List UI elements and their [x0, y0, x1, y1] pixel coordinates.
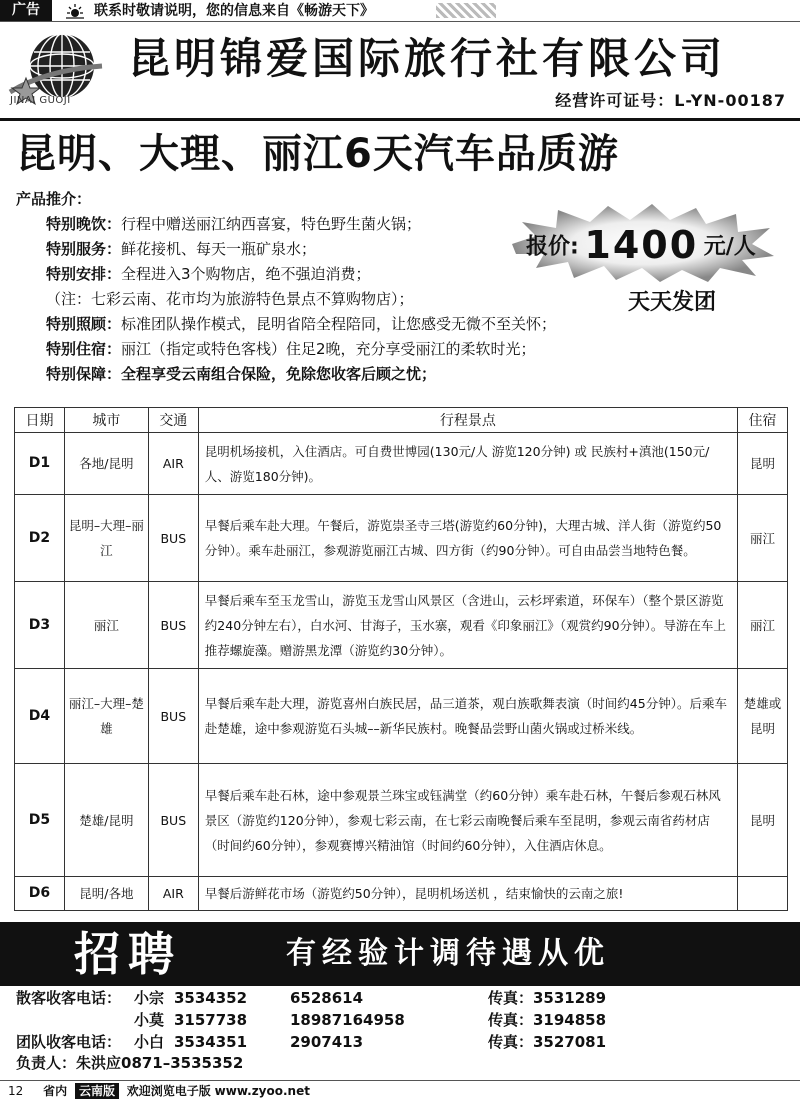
contact-fax: 传真：3527081 [488, 1033, 607, 1051]
feature-item: 特别住宿：丽江（指定或特色客栈）住足2晚，充分享受丽江的柔软时光； [46, 340, 536, 358]
ad-tag: 广告 [0, 0, 52, 21]
col-header: 交通 [148, 408, 198, 433]
itinerary-table [14, 407, 788, 911]
itinerary-cell: 昆明机场接机，入住酒店。可自费世博园(130元/人 游览120分钟) 或 民族村+滇池(150元/人、游览180分钟)。 [198, 433, 737, 495]
footer-text: 欢迎浏览电子版 [126, 1084, 211, 1098]
city-cell: 昆明–大理–丽江 [64, 495, 148, 582]
contact-phone-2: 18987164958 [290, 1011, 405, 1029]
sun-icon [64, 3, 86, 19]
ad-pattern [436, 3, 496, 18]
price-number: 1400 [584, 223, 699, 267]
price-label: 报价: [526, 234, 579, 260]
transport-cell: BUS [148, 669, 198, 764]
itinerary-cell: 早餐后游鲜花市场（游览约50分钟），昆明机场送机 ，结束愉快的云南之旅! [198, 877, 737, 911]
recruitment-banner [0, 922, 800, 986]
col-header: 行程景点 [198, 408, 737, 433]
tour-headline: 昆明、大理、丽江6天汽车品质游 [16, 131, 619, 177]
contact-fax: 传真：3531289 [488, 989, 607, 1007]
city-cell: 丽江–大理–楚雄 [64, 669, 148, 764]
header-divider [0, 118, 800, 121]
city-cell: 昆明/各地 [64, 877, 148, 911]
daily-departure: 天天发团 [628, 290, 717, 315]
stay-cell: 昆明 [738, 764, 788, 877]
stay-cell [738, 877, 788, 911]
footer-divider [0, 1080, 800, 1081]
edition-tag: 云南版 [75, 1083, 119, 1099]
itinerary-cell: 早餐后乘车赴石林，途中参观景兰珠宝或钰满堂（约60分钟）乘车赴石林，午餐后参观石林风景区（游览约120分钟），参观七彩云南，在七彩云南晚餐后乘车至昆明，参观云南省药材店（时间约60分钟），参观赛博兴精油馆（时间约60分钟），入住酒店休息。 [198, 764, 737, 877]
city-cell: 楚雄/昆明 [64, 764, 148, 877]
city-cell: 丽江 [64, 582, 148, 669]
team-label: 团队收客电话： [16, 1033, 122, 1051]
ad-note: 联系时敬请说明，您的信息来自《畅游天下》 [94, 3, 374, 19]
day-cell: D1 [15, 433, 65, 495]
contact-phone: 3534352 [174, 989, 248, 1007]
itinerary-cell: 早餐后乘车至玉龙雪山，游览玉龙雪山风景区（含进山，云杉坪索道，环保车）（整个景区游览约240分钟左右），白水河、甘海子，玉水寨，观看《印象丽江》（观赏约90分钟）。导游在车上推荐螺旋藻。赠游黑龙潭（游览约30分钟）。 [198, 582, 737, 669]
logo-text: JINAI GUOJI [10, 95, 71, 106]
table-row [15, 582, 788, 669]
day-cell: D5 [15, 764, 65, 877]
col-header: 日期 [15, 408, 65, 433]
retail-label: 散客收客电话： [16, 989, 122, 1007]
footer-url[interactable]: www.zyoo.net [214, 1084, 310, 1098]
feature-item: 特别照顾：标准团队操作模式，昆明省陪全程陪同，让您感受无微不至关怀； [46, 315, 557, 333]
itinerary-cell: 早餐后乘车赴大理。午餐后，游览崇圣寺三塔(游览约60分钟)，大理古城、洋人街（游览约50分钟）。乘车赴丽江，参观游览丽江古城、四方街（约90分钟）。可自由品尝当地特色餐。 [198, 495, 737, 582]
feature-item: 特别保障：全程享受云南组合保险，免除您收客后顾之忧； [46, 365, 437, 383]
contact-name: 小莫 [134, 1011, 165, 1029]
license-number: 经营许可证号：L-YN-00187 [555, 91, 786, 110]
table-row [15, 433, 788, 495]
day-cell: D2 [15, 495, 65, 582]
col-header: 住宿 [738, 408, 788, 433]
recruit-subtitle: 有经验计调待遇从优 [286, 936, 610, 971]
stay-cell: 丽江 [738, 495, 788, 582]
transport-cell: AIR [148, 877, 198, 911]
manager-contact: 负责人：朱洪应0871–3535352 [16, 1054, 244, 1072]
contact-phone: 3157738 [174, 1011, 248, 1029]
feature-title: 产品推介： [16, 190, 92, 208]
col-header: 城市 [64, 408, 148, 433]
contact-phone-2: 6528614 [290, 989, 364, 1007]
stay-cell: 昆明 [738, 433, 788, 495]
ad-bar [0, 0, 800, 22]
table-header-row [15, 408, 788, 433]
page-number: 12 [8, 1084, 24, 1098]
price-unit: 元/人 [703, 234, 756, 260]
contact-name: 小宗 [134, 989, 165, 1007]
contact-name: 小白 [134, 1033, 165, 1051]
day-cell: D4 [15, 669, 65, 764]
stay-cell: 楚雄或昆明 [738, 669, 788, 764]
feature-item: 特别晚饮：行程中赠送丽江纳西喜宴，特色野生菌火锅； [46, 215, 422, 233]
table-row [15, 877, 788, 911]
table-row [15, 669, 788, 764]
feature-note: （注：七彩云南、花市均为旅游特色景点不算购物店）； [46, 290, 414, 308]
feature-item: 特别服务：鲜花接机、每天一瓶矿泉水； [46, 240, 317, 258]
day-cell: D6 [15, 877, 65, 911]
stay-cell: 丽江 [738, 582, 788, 669]
footer-section: 省内 [43, 1084, 68, 1098]
feature-item: 特别安排：全程进入3个购物店，绝不强迫消费； [46, 265, 371, 283]
price [526, 223, 756, 267]
page-footer [8, 1083, 310, 1099]
recruit-title: 招聘 [74, 927, 182, 981]
city-cell: 各地/昆明 [64, 433, 148, 495]
day-cell: D3 [15, 582, 65, 669]
table-row [15, 495, 788, 582]
contact-fax: 传真：3194858 [488, 1011, 607, 1029]
company-name: 昆明锦爱国际旅行社有限公司 [128, 34, 727, 83]
contact-phone-2: 2907413 [290, 1033, 364, 1051]
contact-phone: 3534351 [174, 1033, 248, 1051]
transport-cell: BUS [148, 495, 198, 582]
transport-cell: AIR [148, 433, 198, 495]
itinerary-cell: 早餐后乘车赴大理，游览喜州白族民居，品三道茶，观白族歌舞表演（时间约45分钟）。后乘车赴楚雄，途中参观游览石头城––新华民族村。晚餐品尝野山菌火锅或过桥米线。 [198, 669, 737, 764]
transport-cell: BUS [148, 582, 198, 669]
transport-cell: BUS [148, 764, 198, 877]
table-row [15, 764, 788, 877]
